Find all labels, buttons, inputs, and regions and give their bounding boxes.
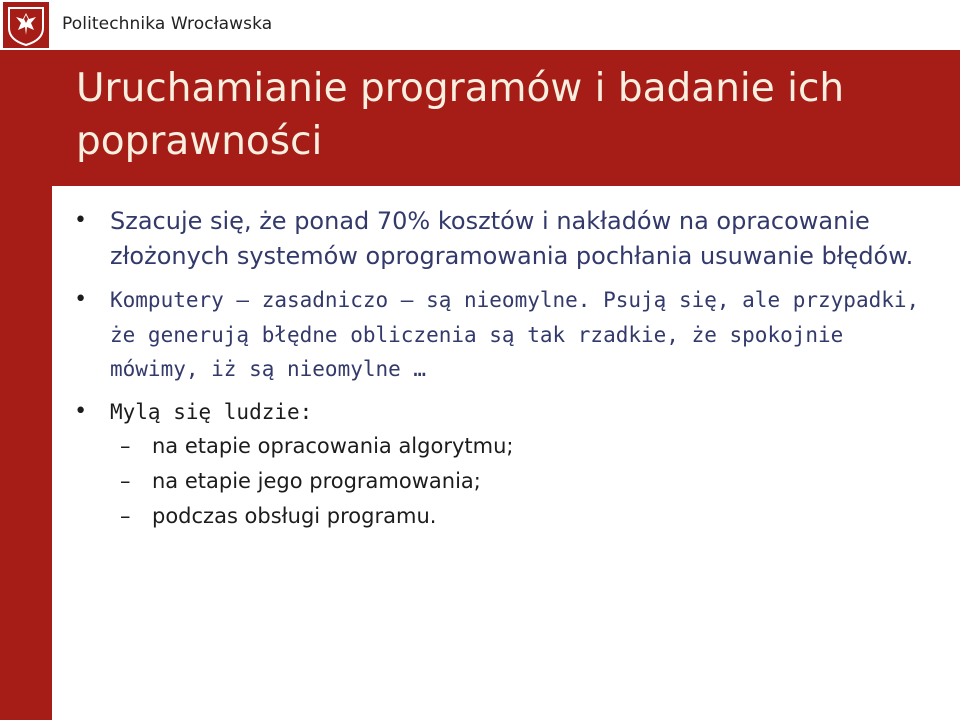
bullet-text: Mylą się ludzie:: [110, 399, 313, 424]
left-accent-strip: [0, 50, 52, 720]
sub-bullet-text: na etapie opracowania algorytmu;: [152, 434, 514, 458]
sub-bullet-text: podczas obsługi programu.: [152, 504, 437, 528]
header-bar: [0, 0, 960, 50]
eagle-crest-icon: [3, 2, 49, 48]
bullet-item: [70, 283, 940, 387]
slide-title: Uruchamianie programów i badanie ich poprawności: [76, 66, 845, 164]
bullet-dot-icon: •: [74, 287, 88, 312]
sub-bullet-item: [70, 499, 940, 534]
bullet-item: [70, 204, 940, 273]
dash-icon: –: [120, 434, 131, 458]
bullet-dot-icon: •: [74, 398, 88, 424]
title-band: [52, 50, 960, 186]
dash-icon: –: [120, 469, 131, 493]
sub-bullet-item: [70, 429, 940, 464]
bullet-dot-icon: •: [74, 208, 87, 233]
bullet-text: Komputery – zasadniczo – są nieomylne. Psują się, ale przypadki, że generują błędne obliczenia są tak rzadkie, że spokojnie mówimy, iż są nieomylne …: [110, 288, 920, 381]
dash-icon: –: [120, 504, 131, 528]
sub-bullet-item: [70, 464, 940, 499]
bullet-text: Szacuje się, że ponad 70% kosztów i nakładów na opracowanie złożonych systemów oprogramowania pochłania usuwanie błędów.: [110, 207, 914, 270]
institution-name: Politechnika Wrocławska: [62, 14, 273, 34]
sub-bullet-text: na etapie jego programowania;: [152, 469, 481, 493]
bullet-item: [70, 395, 940, 430]
slide-content: [70, 204, 940, 534]
